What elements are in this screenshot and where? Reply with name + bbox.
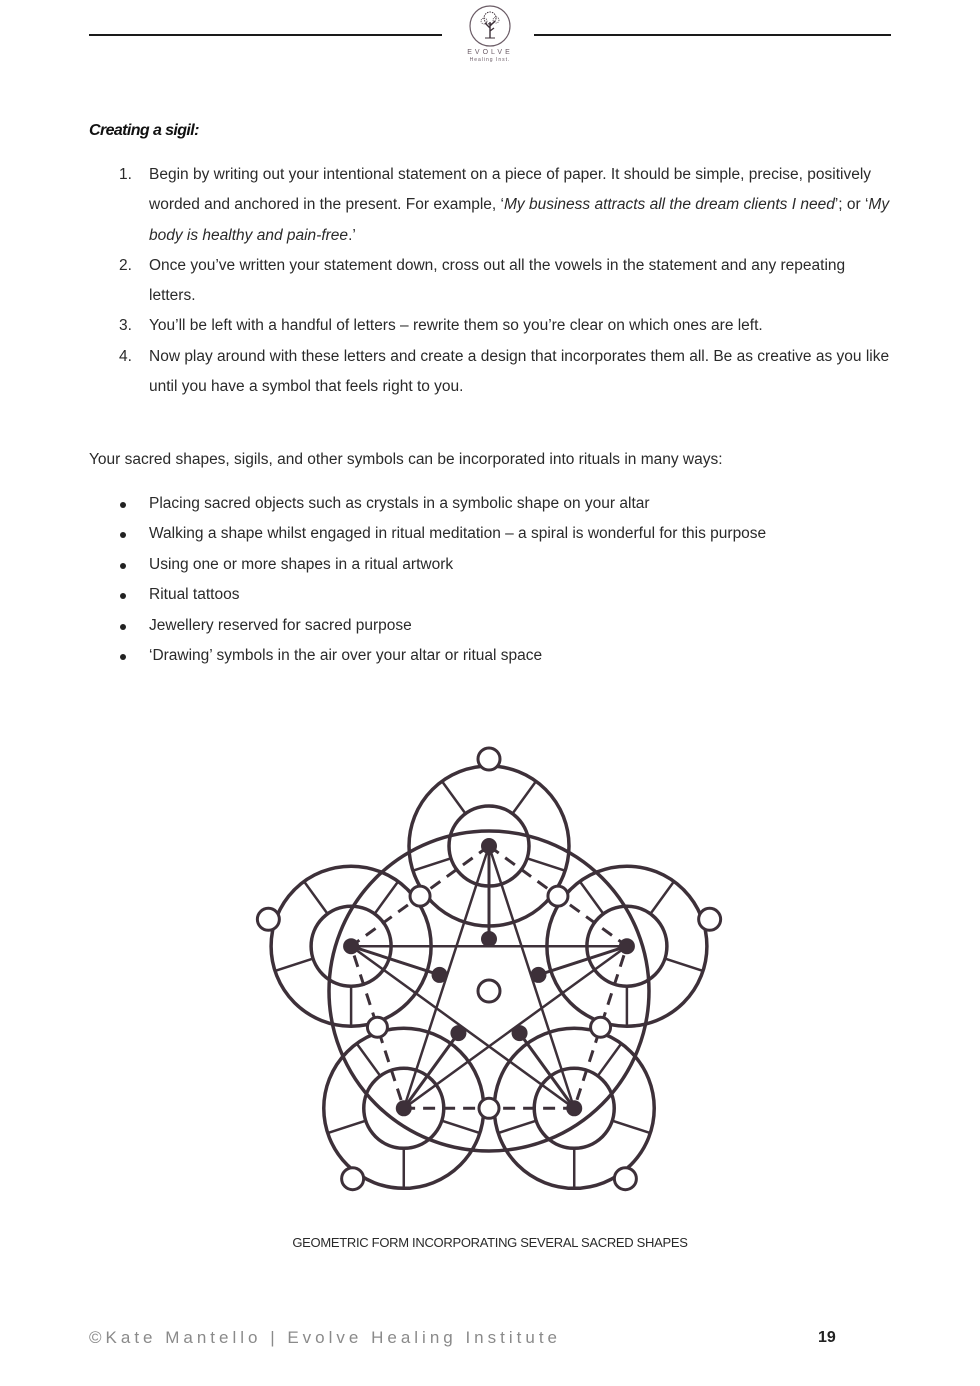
vertex-dot	[396, 1100, 412, 1116]
step-text: ’; or ‘	[834, 196, 869, 214]
step-text: Now play around with these letters and create a design that incorporates them all. Be as creative as you like until you have a symbol that feels right to you.	[149, 347, 890, 396]
satellite-spoke	[513, 781, 537, 813]
page-number: 19	[818, 1329, 836, 1346]
satellite-spoke	[304, 881, 328, 913]
edge-node	[410, 886, 430, 906]
logo-subtitle: Healing Inst.	[469, 57, 511, 63]
satellite-spoke	[442, 781, 466, 813]
satellite-spoke	[612, 1121, 650, 1133]
bullet-icon	[120, 654, 126, 660]
step-text: Begin by writing out your intentional statement on a piece of paper. It should be simple, precise, positively worded and anchored in the present. For example, ‘	[149, 166, 872, 214]
geometric-form-illustration	[240, 735, 740, 1215]
inner-dot	[432, 967, 448, 983]
header-rule-right	[534, 34, 891, 36]
bullet-icon	[120, 624, 126, 630]
bullet-icon	[120, 563, 126, 569]
satellite-spoke	[498, 1121, 536, 1133]
list-item	[89, 611, 889, 641]
step-number: 1.	[119, 166, 132, 183]
bullet-icon	[120, 593, 126, 599]
list-item-text: Placing sacred objects such as crystals in a symbolic shape on your altar	[149, 495, 650, 512]
step-example-emphasis: My body is healthy and pain-free	[149, 196, 890, 244]
outer-knob	[478, 748, 500, 770]
list-item-text: Ritual tattoos	[149, 586, 240, 604]
step-number: 2.	[119, 256, 132, 274]
inner-dot	[450, 1025, 466, 1041]
vertex-dot	[343, 938, 359, 954]
logo-name: EVOLVE	[467, 49, 513, 56]
footer-credit: ©Kate Mantello | Evolve Healing Institute	[89, 1328, 561, 1347]
step-number: 4.	[119, 347, 132, 365]
satellite-spoke	[413, 858, 451, 870]
step-item	[89, 160, 894, 251]
radial-connector	[351, 946, 439, 975]
list-item-text: ‘Drawing’ symbols in the air over your altar or ritual space	[149, 647, 543, 665]
list-item	[89, 580, 889, 610]
radial-connector	[538, 946, 626, 975]
list-item-text: Using one or more shapes in a ritual artwork	[149, 555, 454, 573]
figure-caption: GEOMETRIC FORM INCORPORATING SEVERAL SACRED SHAPES	[292, 1235, 688, 1250]
list-item	[89, 641, 889, 671]
satellite-spoke	[442, 1121, 480, 1133]
center-ring	[478, 980, 500, 1002]
list-item	[89, 519, 889, 549]
inner-dot	[512, 1025, 528, 1041]
sacred-geometry-figure	[240, 735, 740, 1220]
satellite-spoke	[650, 881, 674, 913]
header-rule-left	[89, 34, 442, 36]
satellite-spoke	[275, 959, 313, 971]
step-item	[89, 251, 894, 312]
outer-knob	[257, 908, 279, 930]
list-item-text: Jewellery reserved for sacred purpose	[149, 616, 412, 634]
satellite-spoke	[357, 1044, 381, 1076]
outer-knob	[342, 1168, 364, 1190]
step-text: You’ll be left with a handful of letters – rewrite them so you’re clear on which ones are left.	[149, 317, 763, 335]
tree-logo-icon	[468, 4, 512, 48]
outer-knob	[699, 908, 721, 930]
list-item	[89, 489, 889, 519]
step-item	[89, 311, 894, 341]
edge-node	[548, 886, 568, 906]
rituals-intro: Your sacred shapes, sigils, and other symbols can be incorporated into rituals in many ways:	[89, 451, 723, 468]
inner-dot	[530, 967, 546, 983]
satellite-spoke	[598, 1044, 622, 1076]
list-item-text: Walking a shape whilst engaged in ritual meditation – a spiral is wonderful for this purpose	[149, 525, 767, 543]
header-logo	[462, 4, 518, 63]
vertex-dot	[481, 838, 497, 854]
bullet-icon	[120, 532, 126, 538]
edge-node	[367, 1017, 387, 1037]
step-text: Once you’ve written your statement down, cross out all the vowels in the statement and any repeating letters.	[149, 256, 846, 305]
satellite-spoke	[375, 881, 399, 913]
satellite-spoke	[527, 858, 565, 870]
step-item	[89, 342, 894, 403]
step-example-emphasis: My business attracts all the dream clients I need	[504, 196, 835, 214]
inner-dot	[481, 931, 497, 947]
step-number: 3.	[119, 317, 132, 335]
satellite-spoke	[328, 1121, 366, 1133]
step-text: .’	[348, 226, 356, 244]
edge-node	[591, 1017, 611, 1037]
vertex-dot	[619, 938, 635, 954]
sigil-steps-list	[89, 160, 894, 402]
section-heading: Creating a sigil:	[89, 122, 199, 139]
edge-node	[479, 1098, 499, 1118]
list-item	[89, 550, 889, 580]
vertex-dot	[566, 1100, 582, 1116]
bullet-icon	[120, 502, 126, 508]
satellite-spoke	[580, 881, 604, 913]
outer-knob	[614, 1168, 636, 1190]
ritual-ways-list	[89, 489, 889, 671]
satellite-spoke	[665, 959, 703, 971]
